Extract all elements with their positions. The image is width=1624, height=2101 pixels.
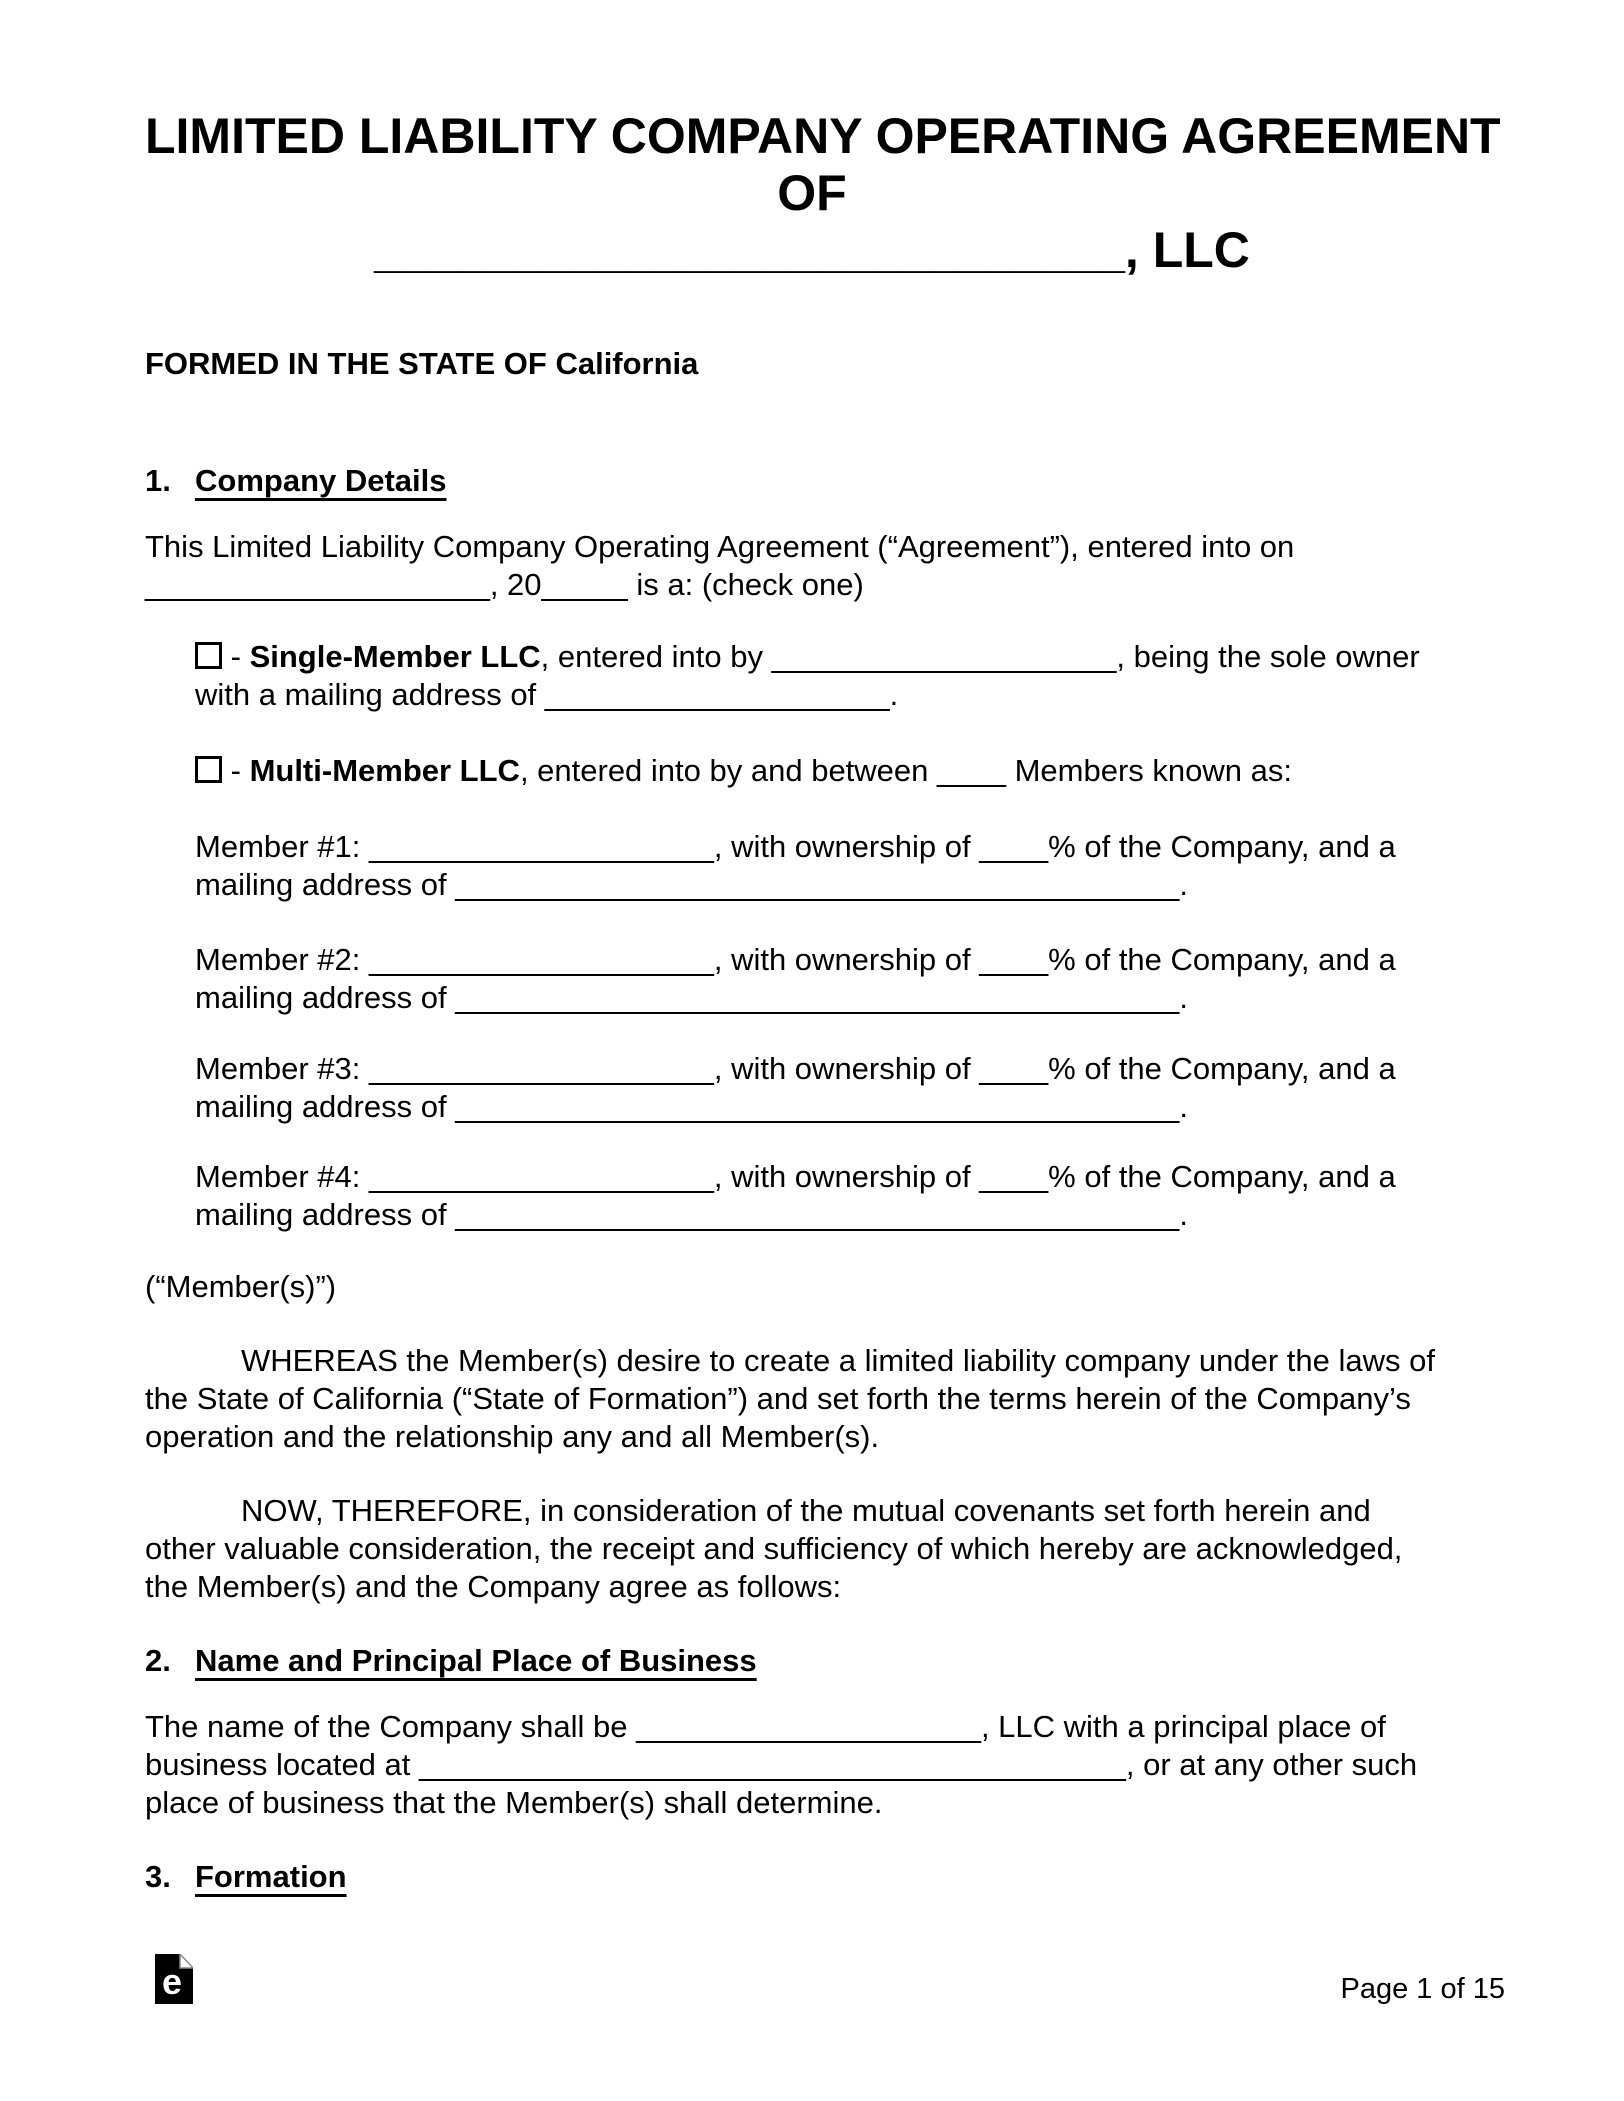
formed-in-state-line: FORMED IN THE STATE OF California (145, 346, 699, 381)
heading-2-number: 2. (145, 1643, 171, 1678)
single-member-name-blank[interactable]: ____________________ (771, 639, 1117, 674)
member-3-address-blank[interactable]: __________________________________________ (455, 1089, 1180, 1124)
member-4-name-blank[interactable]: ____________________ (369, 1159, 714, 1194)
member-3-name-blank[interactable]: ____________________ (369, 1051, 714, 1086)
title-line-1: LIMITED LIABILITY COMPANY OPERATING AGREEMENT (145, 108, 1501, 164)
whereas-clause: WHEREAS the Member(s) desire to create a limited liability company under the laws of the State of California (“State of Formation”) and set forth the terms herein of the Company’s operation and the relationship any and all Member(s). (145, 1343, 1435, 1454)
section-heading-2 (145, 1642, 1479, 1680)
member-4-address-blank[interactable]: __________________________________________ (455, 1197, 1180, 1232)
section-heading-1 (145, 462, 1479, 500)
name-place-of-business-paragraph: The name of the Company shall be ____________________, LLC with a principal place of business located at _________________________________________, or at any other such place of business that the Member(s) shall determine. (145, 1709, 1418, 1820)
heading-1-label: Company Details (195, 463, 447, 498)
page-number: Page 1 of 15 (1340, 1973, 1505, 2005)
member-1-name-blank[interactable]: ____________________ (369, 829, 714, 864)
multi-member-option: - Multi-Member LLC, entered into by and between ____ Members known as: (195, 752, 1479, 790)
section-heading-3 (145, 1858, 1479, 1896)
member-3-details: Member #3: ____________________, with ownership of ____% of the Company, and a mailing address of __________________________________________. (195, 1051, 1396, 1124)
logo-letter: e (161, 1961, 183, 2002)
member-3-ownership-blank[interactable]: ____ (979, 1051, 1049, 1086)
title-llc-suffix: , LLC (1124, 222, 1250, 278)
heading-3-label: Formation (195, 1859, 347, 1894)
member-2-address-blank[interactable]: __________________________________________ (455, 980, 1180, 1015)
heading-2-label: Name and Principal Place of Business (195, 1643, 757, 1678)
heading-1-number: 1. (145, 463, 171, 498)
heading-3-number: 3. (145, 1859, 171, 1894)
document-sheet-icon (155, 1954, 193, 2004)
multi-member-checkbox[interactable] (195, 756, 222, 783)
title-line-2: OF (777, 165, 847, 221)
member-4-details: Member #4: ____________________, with ownership of ____% of the Company, and a mailing address of __________________________________________. (195, 1159, 1396, 1232)
now-therefore-clause: NOW, THEREFORE, in consideration of the mutual covenants set forth herein and other valuable consideration, the receipt and sufficiency of which hereby are acknowledged, the Member(s) and the Company agree as follows: (145, 1493, 1403, 1604)
title-line-3 (145, 222, 1479, 279)
title-company-name-blank[interactable]: ___________________________ (374, 222, 1125, 278)
single-member-address-blank[interactable]: ____________________ (544, 677, 890, 712)
member-2-name-blank[interactable]: ____________________ (369, 942, 714, 977)
member-2-details: Member #2: ____________________, with ownership of ____% of the Company, and a mailing address of __________________________________________. (195, 942, 1396, 1015)
member-1-ownership-blank[interactable]: ____ (979, 829, 1049, 864)
single-member-option: - Single-Member LLC, entered into by ____________________, being the sole owner with a mailing address of ____________________. (195, 639, 1420, 712)
agreement-year-blank[interactable]: _____ (541, 567, 628, 602)
members-label: (“Member(s)”) (145, 1269, 337, 1304)
intro-paragraph: This Limited Liability Company Operating Agreement (“Agreement”), entered into on ____________________, 20_____ is a: (check one) (145, 529, 1295, 602)
eforms-logo (155, 1954, 193, 2004)
agreement-date-blank[interactable]: ____________________ (145, 567, 490, 602)
member-2-ownership-blank[interactable]: ____ (979, 942, 1049, 977)
business-address-blank[interactable]: _________________________________________ (419, 1747, 1126, 1782)
member-4-ownership-blank[interactable]: ____ (979, 1159, 1049, 1194)
member-1-details: Member #1: ____________________, with ownership of ____% of the Company, and a mailing address of __________________________________________. (195, 829, 1396, 902)
member-1-address-blank[interactable]: __________________________________________ (455, 867, 1180, 902)
document-title (145, 108, 1501, 279)
single-member-checkbox[interactable] (195, 642, 222, 669)
company-name-blank[interactable]: ____________________ (636, 1709, 981, 1744)
member-count-blank[interactable]: ____ (937, 753, 1006, 788)
